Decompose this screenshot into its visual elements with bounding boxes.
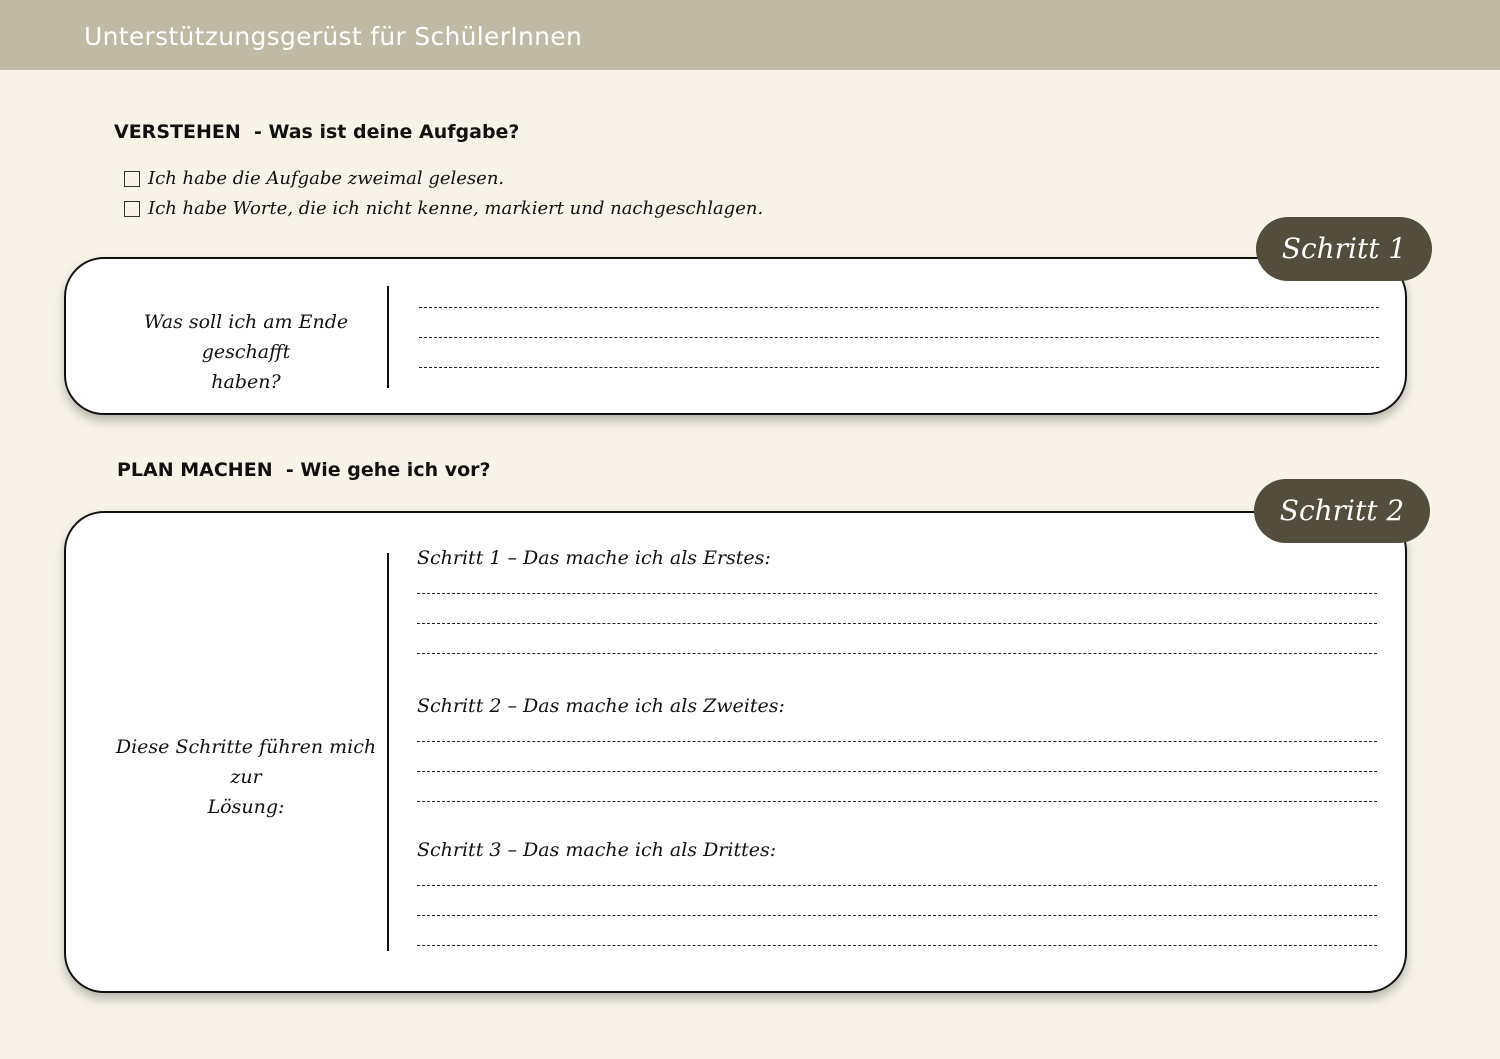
writing-line[interactable]	[417, 771, 1377, 772]
writing-line[interactable]	[419, 367, 1379, 368]
writing-line[interactable]	[417, 623, 1377, 624]
checkbox[interactable]	[124, 201, 140, 217]
section-heading-verstehen: VERSTEHEN - Was ist deine Aufgabe?	[114, 121, 520, 143]
checklist-item[interactable]	[124, 168, 504, 189]
section-heading-plan: PLAN MACHEN - Wie gehe ich vor?	[117, 459, 491, 481]
step-badge: Schritt 2	[1254, 479, 1430, 543]
step-badge: Schritt 1	[1256, 217, 1432, 281]
goal-question-line: haben?	[211, 371, 281, 393]
divider	[387, 286, 389, 388]
writing-line[interactable]	[417, 741, 1377, 742]
writing-line[interactable]	[419, 337, 1379, 338]
checklist-item-label: Ich habe Worte, die ich nicht kenne, markiert und nachgeschlagen.	[148, 198, 764, 219]
step-title-2: Schritt 2 – Das mache ich als Zweites:	[417, 695, 785, 717]
writing-line[interactable]	[417, 945, 1377, 946]
writing-line[interactable]	[417, 885, 1377, 886]
writing-line[interactable]	[417, 801, 1377, 802]
plan-label	[112, 732, 380, 822]
goal-question-label	[112, 307, 380, 397]
goal-card	[64, 257, 1407, 415]
checklist-item[interactable]	[124, 198, 763, 219]
header-bar	[0, 0, 1500, 70]
plan-card	[64, 511, 1407, 993]
writing-line[interactable]	[417, 593, 1377, 594]
writing-line[interactable]	[419, 307, 1379, 308]
writing-line[interactable]	[417, 653, 1377, 654]
checkbox[interactable]	[124, 171, 140, 187]
step-title-3: Schritt 3 – Das mache ich als Drittes:	[417, 839, 777, 861]
writing-line[interactable]	[417, 915, 1377, 916]
checklist-item-label: Ich habe die Aufgabe zweimal gelesen.	[148, 168, 505, 189]
plan-label-line: Lösung:	[207, 796, 285, 818]
goal-question-line: Was soll ich am Ende geschafft	[143, 311, 349, 363]
plan-label-line: Diese Schritte führen mich zur	[115, 736, 377, 788]
page-title: Unterstützungsgerüst für SchülerInnen	[84, 22, 583, 51]
step-title-1: Schritt 1 – Das mache ich als Erstes:	[417, 547, 771, 569]
divider	[387, 553, 389, 951]
